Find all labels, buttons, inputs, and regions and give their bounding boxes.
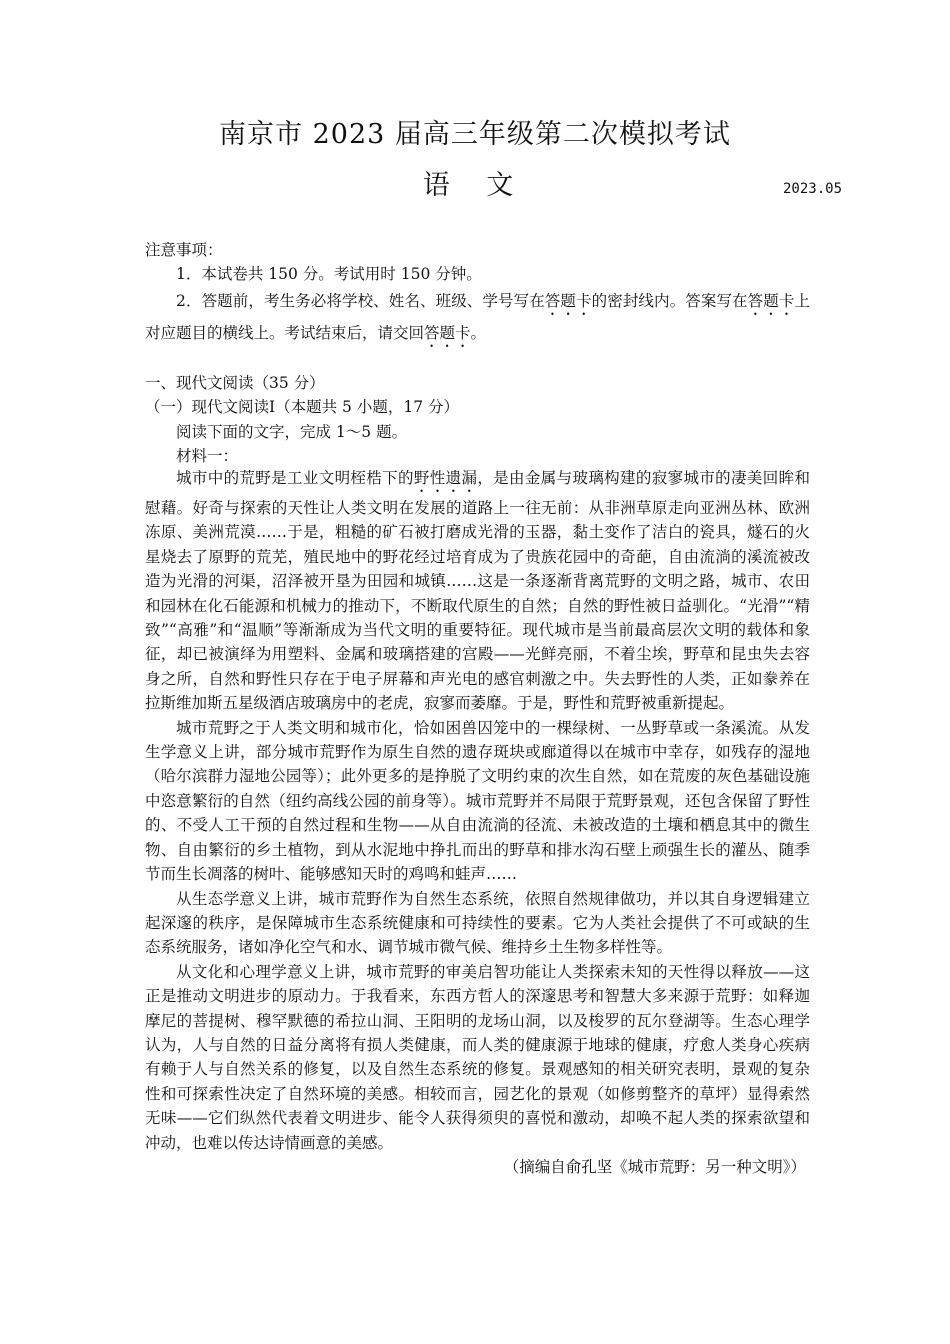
emphasis-answer-card: 答题卡 — [424, 323, 471, 342]
notice-item-2-text: 上对应题目的横线上。考试结束后，请交回 — [145, 291, 810, 342]
passage-paragraph-3: 从生态学意义上讲，城市荒野作为自然生态系统，依照自然规律做功，并以其自身逻辑建立起深邃的秩序，是保障城市生态系统健康和可持续性的要素。它为人类社会提供了不可或缺的生态系统服务，诸如净化空气和水、调节城市微气候、维持乡土生物多样性等。 — [145, 889, 810, 957]
notice-item-2-text: 2．答题前，考生务必将学校、姓名、班级、学号写在 — [176, 291, 545, 310]
passage-text: 城市中的荒野是工业文明桎梏下的 — [176, 469, 414, 487]
emphasis-wild-omission: 野性遗漏 — [413, 469, 478, 487]
notice-item-2 — [145, 287, 810, 351]
section-subheading: （一）现代文阅读Ⅰ（本题共 5 小题，17 分） — [145, 398, 459, 417]
passage-paragraph-4: 从文化和心理学意义上讲，城市荒野的审美启智功能让人类探索未知的天性得以释放——这正是推动文明进步的原动力。于我看来，东西方哲人的深邃思考和智慧大多来源于荒野：如释迦摩尼的菩提树、穆罕默德的希拉山洞、王阳明的龙场山洞，以及梭罗的瓦尔登湖等。生态心理学认为，人与自然的日益分离将有损人类健康，而人类的健康源于地球的健康，疗愈人类身心疾病有赖于人与自然关系的修复，以及自然生态系统的修复。景观感知的相关研究表明，景观的复杂性和可探索性决定了自然环境的美感。相较而言，园艺化的景观（如修剪整齐的草坪）显得索然无味——它们纵然代表着文明进步、能令人获得须臾的喜悦和激动，却唤不起人类的探索欲望和冲动，也难以传达诗情画意的美感。 — [145, 962, 810, 1152]
material-label: 材料一： — [176, 447, 239, 466]
notice-item-2-text: 的密封线内。答案写在 — [591, 291, 748, 310]
passage-paragraph-1 — [145, 466, 810, 716]
exam-date: 2023.05 — [783, 181, 843, 197]
exam-title: 南京市 2023 届高三年级第二次模拟考试 — [219, 119, 731, 150]
section-header — [145, 371, 810, 469]
notice-item-1: 1．本试卷共 150 分。考试用时 150 分钟。 — [176, 265, 482, 284]
passage — [145, 466, 810, 1179]
passage-source: （摘编自俞孔坚《城市荒野：另一种文明》） — [503, 1157, 806, 1176]
notice-section — [145, 238, 810, 351]
notice-item-2-text: 。 — [470, 323, 487, 342]
section-instruction: 阅读下面的文字，完成 1～5 题。 — [176, 422, 408, 441]
passage-paragraph-2: 城市荒野之于人类文明和城市化，恰如困兽囚笼中的一棵绿树、一丛野草或一条溪流。从发生学意义上讲，部分城市荒野作为原生自然的遗存斑块或廊道得以在城市中幸存，如残存的湿地（哈尔滨群力湿地公园等）；此外更多的是挣脱了文明约束的次生自然，如在荒废的灰色基础设施中恣意繁衍的自然（纽约高线公园的前身等）。城市荒野并不局限于荒野景观，还包含保留了野性的、不受人工干预的自然过程和生物——从自由流淌的径流、未被改造的土壤和栖息其中的微生物、自由繁衍的乡土植物，到从水泥地中挣扎而出的野草和排水沟石壁上顽强生长的灌丛、随季节而生长凋落的树叶、能够感知天时的鸡鸣和蛙声…… — [145, 718, 810, 884]
notice-heading: 注意事项： — [145, 241, 223, 259]
emphasis-answer-card: 答题卡 — [747, 291, 795, 310]
section-heading: 一、现代文阅读（35 分） — [145, 374, 325, 392]
emphasis-answer-card: 答题卡 — [544, 291, 592, 310]
passage-text: ，是由金属与玻璃构建的寂寥城市的凄美回眸和慰藉。好奇与探索的天性让人类文明在发展的道路上一往无前：从非洲草原走向亚洲丛林、欧洲冻原、美洲荒漠……于是，粗糙的矿石被打磨成光滑的玉器，黏土变作了洁白的瓷具，燧石的火星烧去了原野的荒芜，殖民地中的野花经过培育成为了贵族花园中的奇葩，自由流淌的溪流被改造为光滑的河渠，沼泽被开垦为田园和城镇……这是一条逐渐背离荒野的文明之路，城市、农田和园林在化石能源和机械力的推动下，不断取代原生的自然；自然的野性被日益驯化。“光滑”“精致”“高雅”和“温顺”等渐渐成为当代文明的重要特征。现代城市是当前最高层次文明的载体和象征，却已被演绎为用塑料、金属和玻璃搭建的宫殿——光鲜亮丽，不着尘埃，野草和昆虫失去容身之所，自然和野性只存在于电子屏幕和声光电的感官刺激之中。失去野性的人类，正如豢养在拉斯维加斯五星级酒店玻璃房中的老虎，寂寥而萎靡。于是，野性和荒野被重新提起。 — [145, 469, 810, 713]
subject-title: 语 文 — [422, 170, 528, 201]
